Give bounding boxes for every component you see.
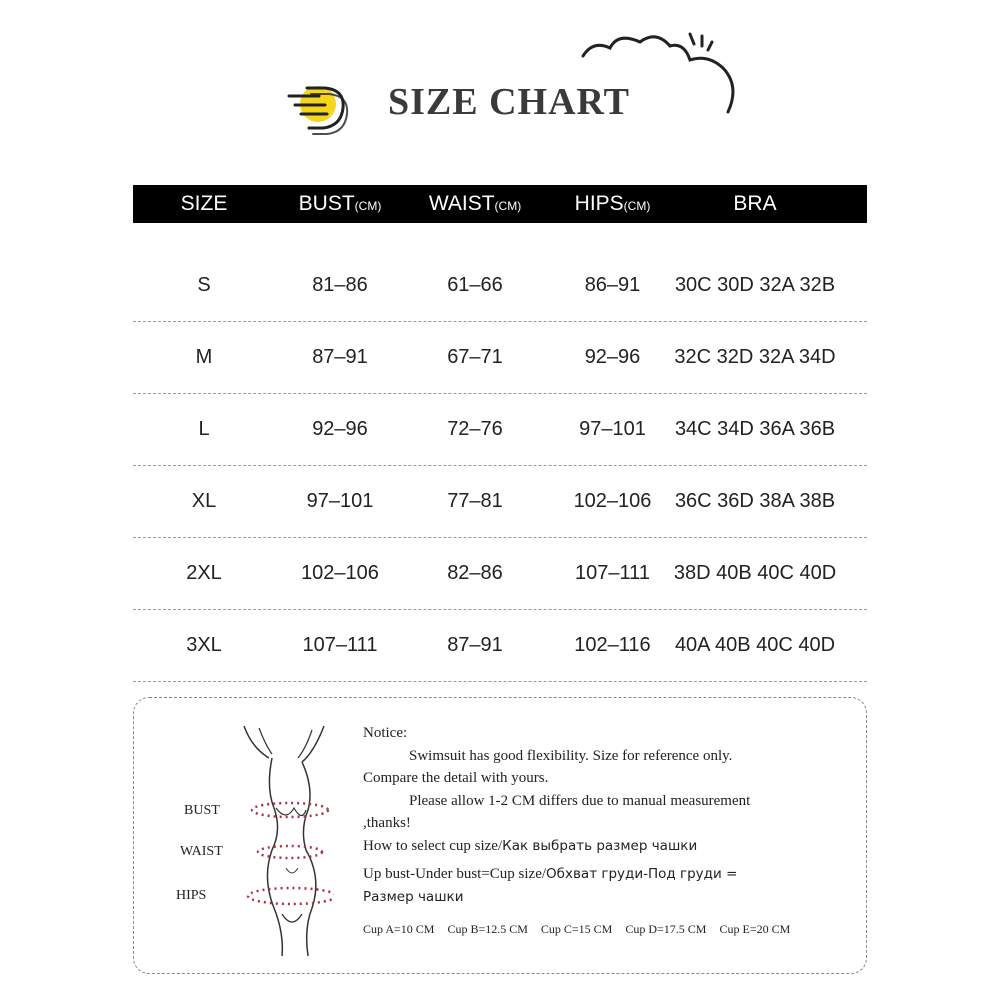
- size-cell: 3XL: [186, 634, 222, 656]
- hips-cell: 97–101: [579, 418, 646, 440]
- cup-size-item: Cup B=12.5 CM: [447, 922, 528, 936]
- bust-cell: 87–91: [312, 346, 368, 368]
- cup-size-list: [363, 922, 863, 937]
- column-header-waist: WAIST(CM): [428, 192, 522, 215]
- table-row: [133, 610, 867, 682]
- table-row: [133, 466, 867, 538]
- menu-lines-icon: [285, 78, 355, 138]
- column-header-bra: BRA: [733, 192, 777, 215]
- hips-cell: 107–111: [575, 562, 650, 584]
- hips-label: HIPS: [176, 888, 207, 903]
- table-row: [133, 322, 867, 394]
- cup-size-item: Cup A=10 CM: [363, 922, 435, 936]
- bust-cell: 97–101: [306, 490, 374, 512]
- waist-cell: 61–66: [447, 274, 503, 296]
- notice-line: ,thanks!: [363, 815, 411, 831]
- bra-cell: 30C 30D 32A 32B: [674, 274, 836, 296]
- header: [0, 0, 1000, 180]
- column-header-bust: BUST(CM): [298, 192, 382, 215]
- size-cell: S: [197, 274, 211, 296]
- table-row: [133, 538, 867, 610]
- waist-cell: 67–71: [447, 346, 503, 368]
- notice-panel: [133, 697, 867, 974]
- notice-line: Please allow 1-2 CM differs due to manual measurement: [409, 792, 751, 809]
- table-row: [133, 394, 867, 466]
- waist-label: WAIST: [180, 844, 223, 859]
- column-header-hips: HIPS(CM): [574, 192, 651, 215]
- body-measurement-figure: [174, 718, 334, 958]
- hips-cell: 102–106: [573, 490, 652, 512]
- hips-cell: 92–96: [584, 346, 641, 368]
- cup-size-item: Cup E=20 CM: [719, 922, 791, 936]
- cup-size-item: Cup D=17.5 CM: [625, 922, 707, 936]
- hips-cell: 102–116: [574, 634, 651, 656]
- waist-cell: 87–91: [447, 634, 503, 656]
- size-cell: XL: [191, 490, 217, 512]
- size-table-body: [133, 250, 867, 682]
- bust-cell: 107–111: [302, 634, 378, 656]
- notice-text: [363, 722, 853, 908]
- notice-line: Up bust-Under bust=Cup size/Обхват груди-Под груди =: [363, 866, 738, 882]
- notice-line: Размер чашки: [363, 888, 464, 905]
- page-title: SIZE CHART: [388, 81, 631, 123]
- notice-heading: Notice:: [363, 725, 408, 741]
- waist-cell: 72–76: [447, 418, 503, 440]
- notice-line: Compare the detail with yours.: [363, 770, 549, 786]
- size-cell: 2XL: [186, 562, 222, 584]
- bust-cell: 102–106: [301, 562, 379, 584]
- table-header: [133, 185, 867, 223]
- bra-cell: 38D 40B 40C 40D: [673, 562, 837, 584]
- cup-size-item: Cup C=15 CM: [540, 922, 613, 936]
- cloud-icon: [578, 28, 743, 118]
- bra-cell: 34C 34D 36A 36B: [674, 418, 836, 440]
- bra-cell: 36C 36D 38A 38B: [674, 490, 836, 512]
- column-header-size: SIZE: [180, 192, 228, 215]
- bra-cell: 40A 40B 40C 40D: [674, 634, 836, 656]
- bra-cell: 32C 32D 32A 34D: [674, 346, 836, 368]
- bust-cell: 81–86: [312, 274, 368, 296]
- size-cell: M: [195, 346, 213, 368]
- waist-cell: 82–86: [447, 562, 503, 584]
- table-row: [133, 250, 867, 322]
- hips-cell: 86–91: [584, 274, 641, 296]
- notice-line: How to select cup size/Как выбрать размер чашки: [363, 837, 698, 854]
- size-cell: L: [198, 418, 210, 440]
- bust-cell: 92–96: [312, 418, 368, 440]
- waist-cell: 77–81: [447, 490, 503, 512]
- bust-label: BUST: [184, 803, 220, 818]
- notice-line: Swimsuit has good flexibility. Size for reference only.: [409, 747, 733, 764]
